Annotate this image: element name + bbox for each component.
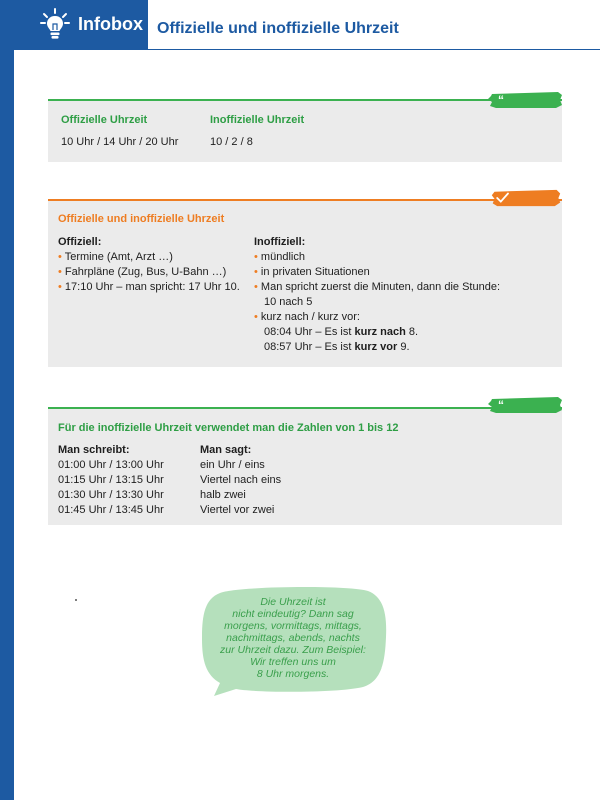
table-cell: ein Uhr / eins <box>200 459 265 471</box>
unofficial-rules <box>254 235 554 355</box>
table-cell: 01:15 Uhr / 13:15 Uhr <box>58 474 164 486</box>
list-item: • mündlich <box>254 251 305 263</box>
infobox-header-tab <box>0 0 148 50</box>
bubble-text: Die Uhrzeit ist nicht eindeutig? Dann sag morgens, vormittags, mittags, nachmittags, abends, nachts zur Uhrzeit dazu. Zum Beispiel: Wir treffen uns um 8 Uhr morgens. <box>220 596 366 680</box>
infobox-label: Infobox <box>78 14 143 34</box>
orange-rule <box>48 199 562 201</box>
table-cell: 01:45 Uhr / 13:45 Uhr <box>58 504 164 516</box>
numbers-box <box>48 409 562 525</box>
list-item: • Termine (Amt, Arzt …) <box>58 251 173 263</box>
said-column <box>200 443 400 518</box>
lightbulb-icon <box>40 8 70 42</box>
official-rules <box>58 235 258 295</box>
unofficial-rules-heading: Inoffiziell: <box>254 236 306 248</box>
list-item-continuation: 10 nach 5 <box>264 296 313 308</box>
example-line: 08:57 Uhr – Es ist kurz vor 9. <box>264 341 410 353</box>
table-cell: 01:00 Uhr / 13:00 Uhr <box>58 459 164 471</box>
rules-box-title: Offizielle und inoffizielle Uhrzeit <box>58 213 225 225</box>
table-cell: Viertel vor zwei <box>200 504 275 516</box>
table-cell: Viertel nach eins <box>200 474 282 486</box>
checkmark-icon <box>488 189 564 207</box>
green-rule <box>48 99 562 101</box>
official-rules-heading: Offiziell: <box>58 236 102 248</box>
left-margin-bar <box>0 0 14 800</box>
list-item: • kurz nach / kurz vor: <box>254 311 360 323</box>
official-column <box>61 113 178 150</box>
header-divider <box>148 49 600 50</box>
rules-box <box>48 201 562 367</box>
unofficial-column <box>210 113 304 150</box>
unofficial-heading: Inoffizielle Uhrzeit <box>210 114 305 126</box>
page-title: Offizielle und inoffizielle Uhrzeit <box>157 20 399 37</box>
official-value: 10 Uhr / 14 Uhr / 20 Uhr <box>61 136 179 148</box>
list-item: • in privaten Situationen <box>254 266 370 278</box>
official-heading: Offizielle Uhrzeit <box>61 114 148 126</box>
unofficial-value: 10 / 2 / 8 <box>210 136 253 148</box>
stray-dot <box>75 599 77 601</box>
svg-text:“: “ <box>498 93 504 107</box>
written-column <box>58 443 208 518</box>
numbers-box-title: Für die inoffizielle Uhrzeit verwendet man die Zahlen von 1 bis 12 <box>58 422 399 434</box>
list-item: • Man spricht zuerst die Minuten, dann die Stunde: <box>254 281 501 293</box>
quote-icon <box>488 91 562 109</box>
list-item: • Fahrpläne (Zug, Bus, U-Bahn …) <box>58 266 227 278</box>
official-vs-unofficial-box <box>48 99 562 162</box>
table-cell: 01:30 Uhr / 13:30 Uhr <box>58 489 164 501</box>
example-line: 08:04 Uhr – Es ist kurz nach 8. <box>264 326 419 338</box>
said-heading: Man sagt: <box>200 444 252 456</box>
written-heading: Man schreibt: <box>58 444 130 456</box>
table-cell: halb zwei <box>200 489 246 501</box>
list-item: • 17:10 Uhr – man spricht: 17 Uhr 10. <box>58 281 240 293</box>
svg-text:“: “ <box>498 398 504 412</box>
green-rule <box>48 407 562 409</box>
quote-icon <box>488 396 562 414</box>
